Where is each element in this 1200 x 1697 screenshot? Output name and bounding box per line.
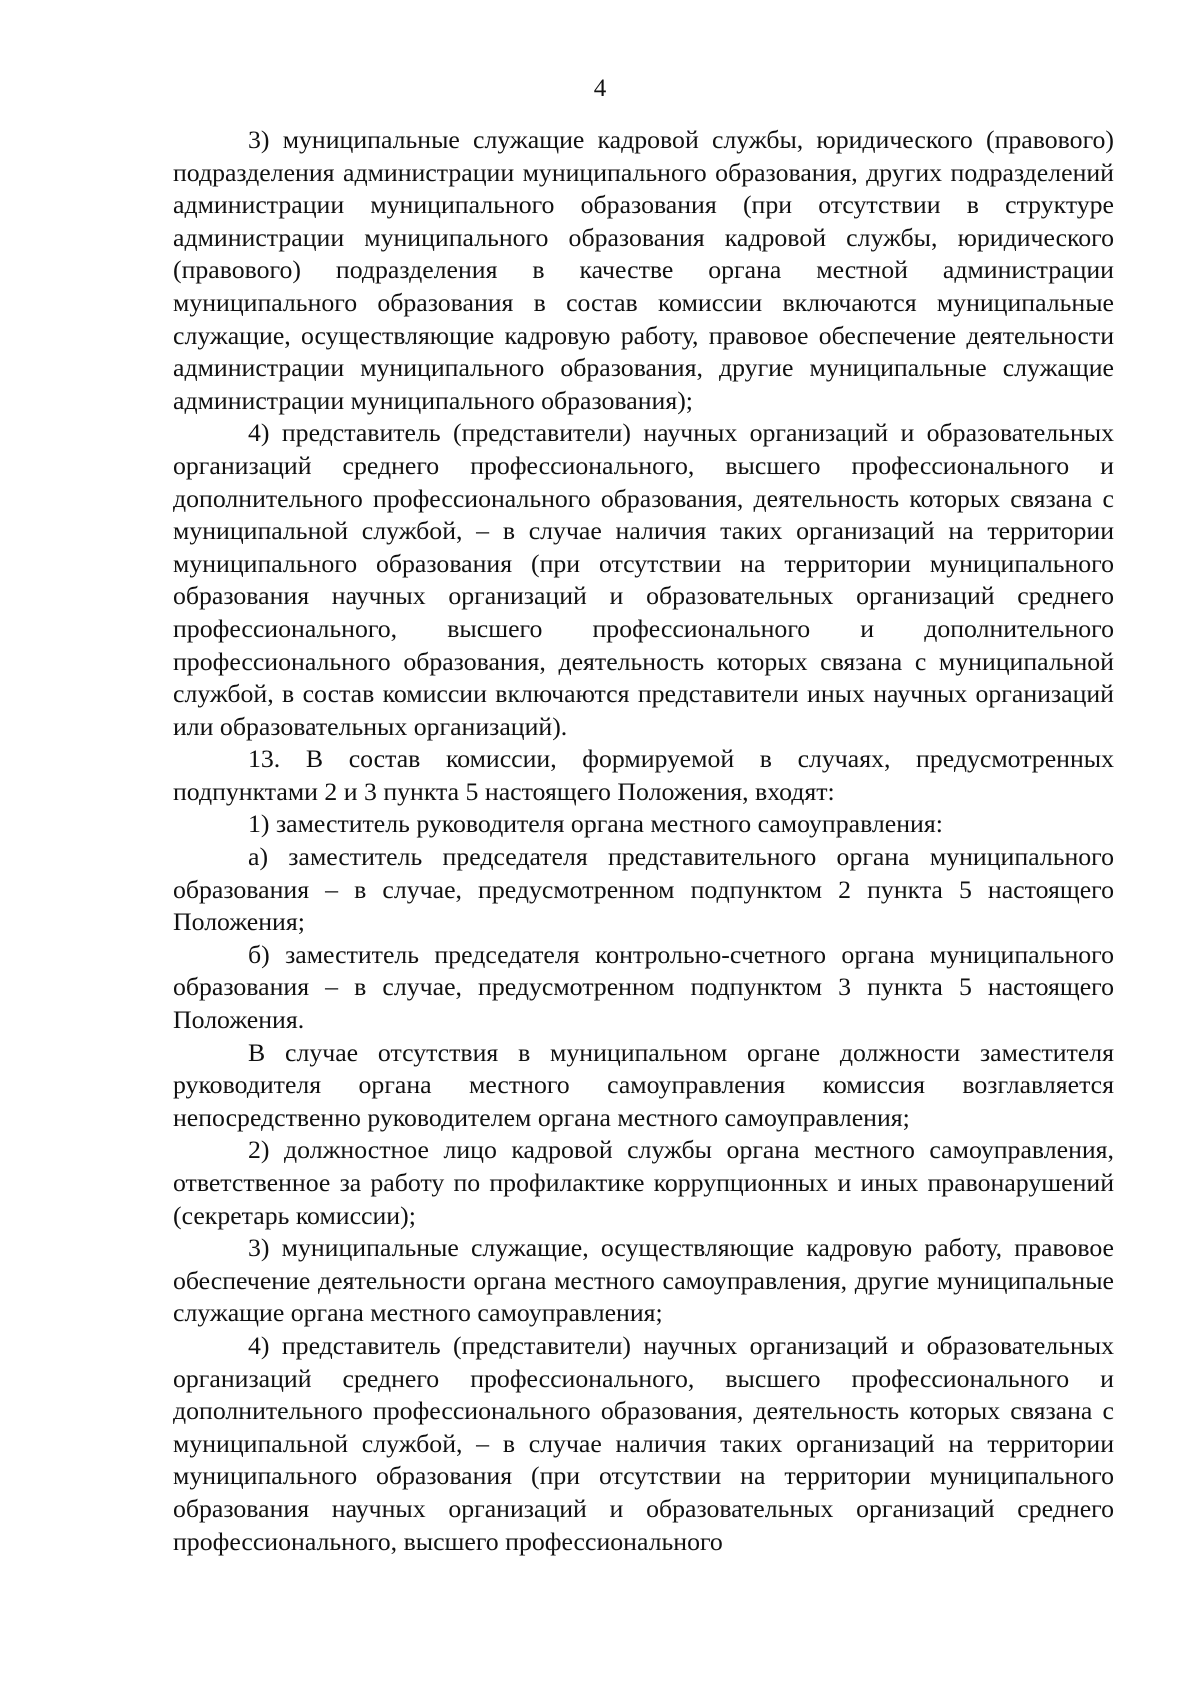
paragraph-item-1-deputy-head: 1) заместитель руководителя органа местного самоуправления:	[248, 809, 943, 839]
paragraph-item-3-municipal-employees: 3) муниципальные служащие кадровой службы, юридического (правового) подразделения администрации муниципального образования, других подразделений администрации муниципального образования (при отсутствии в структуре администрации муниципального образования кадровой службы, юридического (правового) подразделения в качестве органа местной администрации муниципального образования в состав комиссии включаются муниципальные служащие, осуществляющие кадровую работу, правовое обеспечение деятельности администрации муниципального образования, другие муниципальные служащие администрации муниципального образования);	[173, 125, 1114, 415]
paragraph-item-3-employees: 3) муниципальные служащие, осуществляющие кадровую работу, правовое обеспечение деятельности органа местного самоуправления, другие муниципальные служащие органа местного самоуправления;	[173, 1233, 1114, 1328]
paragraph-absence-of-deputy: В случае отсутствия в муниципальном органе должности заместителя руководителя органа местного самоуправления комиссия возглавляется непосредственно руководителем органа местного самоуправления;	[173, 1037, 1114, 1132]
paragraph-clause-13: 13. В состав комиссии, формируемой в случаях, предусмотренных подпунктами 2 и 3 пункта 5 настоящего Положения, входят:	[173, 744, 1114, 806]
paragraph-item-4-representatives-continued: 4) представитель (представители) научных организаций и образовательных организаций среднего профессионального, высшего профессионального и дополнительного профессионального образования, деятельность которых связана с муниципальной службой, – в случае наличия таких организаций на территории муниципального образования (при отсутствии на территории муниципального образования научных организаций и образовательных организаций среднего профессионального, высшего профессионального	[173, 1330, 1114, 1556]
paragraph-item-2-official-secretary: 2) должностное лицо кадровой службы органа местного самоуправления, ответственное за работу по профилактике коррупционных и иных правонарушений (секретарь комиссии);	[173, 1135, 1114, 1230]
paragraph-item-4-representatives: 4) представитель (представители) научных организаций и образовательных организаций среднего профессионального, высшего профессионального и дополнительного профессионального образования, деятельность которых связана с муниципальной службой, – в случае наличия таких организаций на территории муниципального образования (при отсутствии на территории муниципального образования научных организаций и образовательных организаций среднего профессионального, высшего профессионального и дополнительного профессионального образования, деятельность которых связана с муниципальной службой, в состав комиссии включаются представители иных научных организаций или образовательных организаций).	[173, 418, 1114, 741]
paragraph-item-b-deputy-chair-audit: б) заместитель председателя контрольно-счетного органа муниципального образования – в случае, предусмотренном подпунктом 3 пункта 5 настоящего Положения.	[173, 939, 1114, 1035]
paragraph-item-a-deputy-chair: а) заместитель председателя представительного органа муниципального образования – в случае, предусмотренном подпунктом 2 пункта 5 настоящего Положения;	[173, 842, 1114, 937]
document-body	[173, 124, 1114, 1558]
page-number: 4	[593, 75, 607, 102]
